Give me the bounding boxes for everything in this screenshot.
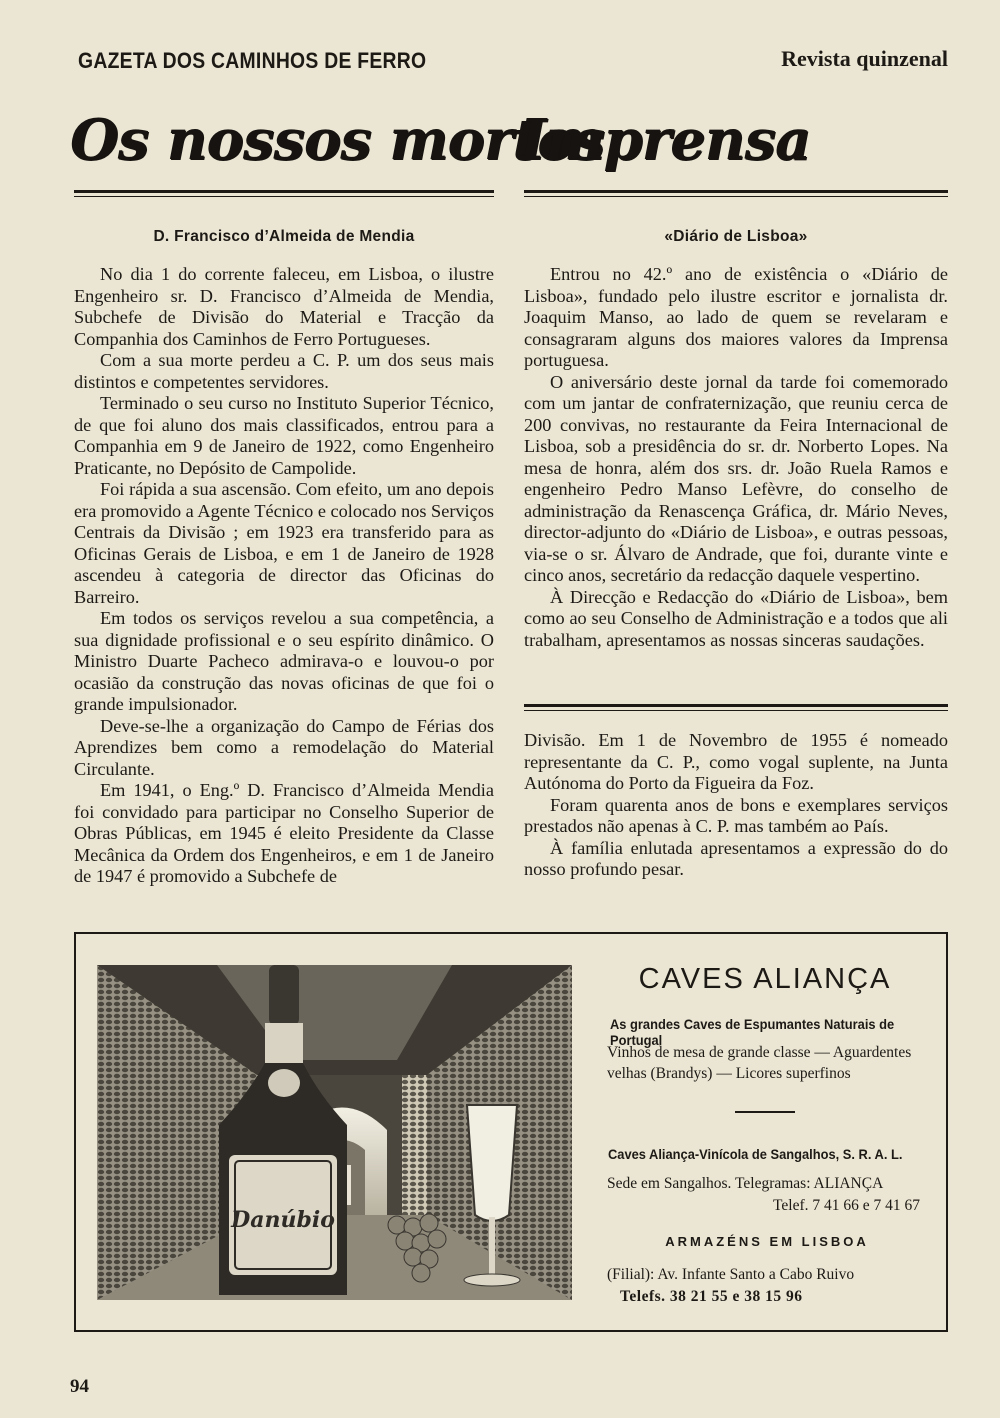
advertisement-phones: Telef. 7 41 66 e 7 41 67 xyxy=(773,1197,920,1214)
paragraph: À Direcção e Redacção do «Diário de Lisboa», bem como ao seu Conselho de Administração e a todos que ali trabalham, apresentamos as nossas sinceras saudações. xyxy=(524,586,948,650)
cellar-illustration xyxy=(97,965,572,1300)
paragraph: Terminado o seu curso no Instituto Superior Técnico, de que foi aluno dos mais classificados, entrou para a Companhia em 9 de Janeiro de 1922, como Engenheiro Praticante, no Depósito de Campolide. xyxy=(74,393,494,478)
advertisement-branch-phones: Telefs. 38 21 55 e 38 15 96 xyxy=(620,1288,803,1305)
wine-cellar-photo xyxy=(97,965,572,1300)
paragraph: Foi rápida a sua ascensão. Com efeito, um ano depois era promovido a Agente Técnico e colocado nos Serviços Centrais da Divisão ; em 1923 era transferido para as Oficinas Gerais de Lisboa, e em 1 de Janeiro de 1928 ascendeu à categoria de director das Oficinas do Barreiro. xyxy=(74,479,494,607)
advertisement-products: Vinhos de mesa de grande classe — Aguardentes velhas (Brandys) — Licores superfinos xyxy=(607,1044,912,1082)
paragraph: O aniversário deste jornal da tarde foi comemorado com um jantar de confraternização, que reuniu cerca de 200 convivas, no restaurante da Feira Internacional de Lisboa, sob a presidência do sr. dr. Norberto Lopes. Na mesa de honra, além dos srs. dr. João Ruela Ramos e engenheiro Pedro Manso Lefèvre, do conselho de administração da Renascença Gráfica, dr. Mário Neves, director-adjunto do «Diário de Lisboa», e outras pessoas, via-se o sr. Álvaro de Andrade, que foi, durante vinte e cinco anos, secretário da redacção daquele vespertino. xyxy=(524,371,948,585)
obituary-body xyxy=(74,264,494,888)
press-body xyxy=(524,264,948,651)
obituary-subtitle: D. Francisco d’Almeida de Mendia xyxy=(153,228,415,245)
press-subtitle: «Diário de Lisboa» xyxy=(664,228,808,245)
paragraph: Entrou no 42.º ano de existência o «Diário de Lisboa», fundado pelo ilustre escritor e jornalista dr. Joaquim Manso, ao lado de quem se revelaram e consagraram alguns dos maiores valores da Imprensa portuguesa. xyxy=(524,264,948,370)
paragraph: Foram quarenta anos de bons e exemplares serviços prestados não apenas à C. P. mas também ao País. xyxy=(524,794,948,836)
page-number: 94 xyxy=(70,1376,89,1397)
column-separator-thin xyxy=(524,710,948,711)
paragraph: No dia 1 do corrente faleceu, em Lisboa, o ilustre Engenheiro sr. D. Francisco d’Almeida de Mendia, Subchefe de Divisão do Material e Tracção da Companhia dos Caminhos de Ferro Portugueses. xyxy=(74,264,494,349)
advertisement-seat: Sede em Sangalhos. Telegramas: ALIANÇA xyxy=(607,1175,884,1192)
advertisement-tagline: As grandes Caves de Espumantes Naturais de Portugal xyxy=(610,1016,895,1048)
advertisement-company: Caves Aliança-Vinícola de Sangalhos, S. R. A. L. xyxy=(608,1146,903,1162)
advertisement-warehouses-title: ARMAZÉNS EM LISBOA xyxy=(665,1234,869,1249)
publication-title: GAZETA DOS CAMINHOS DE FERRO xyxy=(78,48,427,73)
advertisement-divider xyxy=(735,1111,795,1113)
section-title-obituaries: Os nossos mortos xyxy=(70,107,605,173)
paragraph: Em 1941, o Eng.º D. Francisco d’Almeida Mendia foi convidado para participar no Conselho Superior de Obras Públicas, em 1945 é eleito Presidente da Classe Mecânica da Ordem dos Engenheiros, e em 1 de Janeiro de 1947 é promovido a Subchefe de xyxy=(74,780,494,886)
paragraph: Com a sua morte perdeu a C. P. um dos seus mais distintos e competentes servidores. xyxy=(74,350,494,392)
title-rule-right xyxy=(524,190,948,193)
advertisement-brand: CAVES ALIANÇA xyxy=(638,963,892,995)
section-title-press: Imprensa xyxy=(520,107,811,173)
obituary-continuation xyxy=(524,730,948,881)
title-rule-left-thin xyxy=(74,196,494,197)
advertisement-branch: (Filial): Av. Infante Santo a Cabo Ruivo xyxy=(607,1266,855,1283)
title-rule-left xyxy=(74,190,494,193)
title-rule-right-thin xyxy=(524,196,948,197)
bottle-label: Danúbio xyxy=(231,1207,335,1233)
column-separator xyxy=(524,704,948,707)
publication-frequency: Revista quinzenal xyxy=(781,46,948,71)
paragraph: Divisão. Em 1 de Novembro de 1955 é nomeado representante da C. P., como vogal suplente, na Junta Autónoma do Porto da Figueira da Foz. xyxy=(524,730,948,793)
paragraph: À família enlutada apresentamos a expressão do do nosso profundo pesar. xyxy=(524,837,948,879)
paragraph: Em todos os serviços revelou a sua competência, a sua dignidade profissional e o seu espírito dinâmico. O Ministro Duarte Pacheco admirava-o e louvou-o por ocasião da construção das novas oficinas de que foi o grande impulsionador. xyxy=(74,608,494,714)
paragraph: Deve-se-lhe a organização do Campo de Férias dos Aprendizes bem como a remodelação do Material Circulante. xyxy=(74,715,494,779)
